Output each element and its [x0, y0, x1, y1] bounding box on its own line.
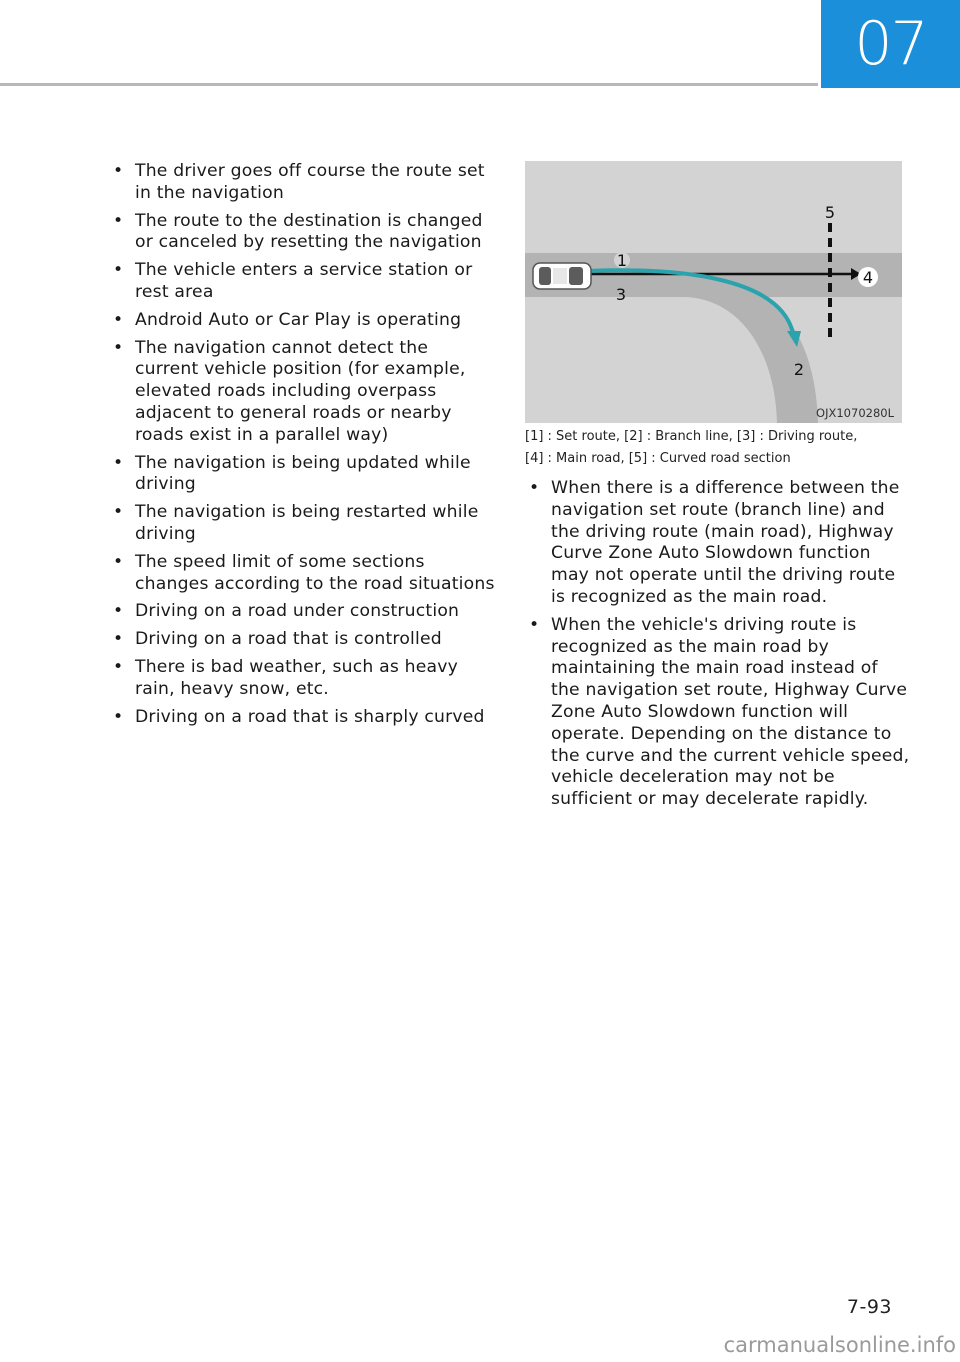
vehicle-icon — [533, 263, 591, 289]
label-3: 3 — [615, 285, 627, 304]
figure-caption — [525, 426, 925, 469]
road-diagram — [525, 161, 902, 423]
list-item: • The vehicle enters a service station or rest area — [110, 260, 495, 304]
label-2: 2 — [793, 360, 805, 379]
label-4-icon — [858, 267, 878, 287]
list-item: • When there is a difference between the navigation set route (branch line) and the driving route (main road), Highway Curve Zone Auto Slowdown function may not operate until the driving route is recognized as the main road. — [526, 478, 911, 609]
footer-watermark: carmanualsonline.info — [723, 1333, 956, 1357]
list-item: • The navigation is being updated while driving — [110, 453, 495, 497]
list-item: • There is bad weather, such as heavy rain, heavy snow, etc. — [110, 657, 495, 701]
page-number: 7-93 — [846, 1296, 892, 1318]
caption-line: [4] : Main road, [5] : Curved road section — [525, 450, 791, 466]
list-item: • The navigation is being restarted while driving — [110, 502, 495, 546]
list-item: • The navigation cannot detect the current vehicle position (for example, elevated roads including overpass adjacent to general roads or nearby roads exist in a parallel way) — [110, 338, 495, 447]
label-4: 4 — [862, 268, 874, 287]
header-rule — [0, 83, 818, 86]
list-item: • The route to the destination is changed or canceled by resetting the navigation — [110, 211, 495, 255]
right-bullet-list — [526, 478, 911, 811]
chapter-tab: 07 — [821, 0, 960, 88]
label-1: 1 — [616, 251, 628, 270]
list-item: • The driver goes off course the route set in the navigation — [110, 161, 495, 205]
figure-code: OJX1070280L — [816, 406, 894, 420]
list-item: • When the vehicle's driving route is recognized as the main road by maintaining the main road instead of the navigation set route, Highway Curve Zone Auto Slowdown function will operate. Depending on the distance to the curve and the current vehicle speed, vehicle deceleration may not be sufficient or may decelerate rapidly. — [526, 615, 911, 811]
label-5: 5 — [824, 203, 836, 222]
list-item: • Driving on a road that is sharply curved — [110, 707, 495, 729]
list-item: • The speed limit of some sections changes according to the road situations — [110, 552, 495, 596]
right-column — [526, 478, 911, 817]
list-item: • Driving on a road under construction — [110, 601, 495, 623]
left-bullet-list — [110, 161, 495, 728]
list-item: • Driving on a road that is controlled — [110, 629, 495, 651]
left-column — [110, 161, 495, 734]
caption-line: [1] : Set route, [2] : Branch line, [3] : Driving route, — [525, 429, 858, 444]
road-diagram-figure — [525, 161, 902, 423]
list-item: • Android Auto or Car Play is operating — [110, 310, 495, 332]
